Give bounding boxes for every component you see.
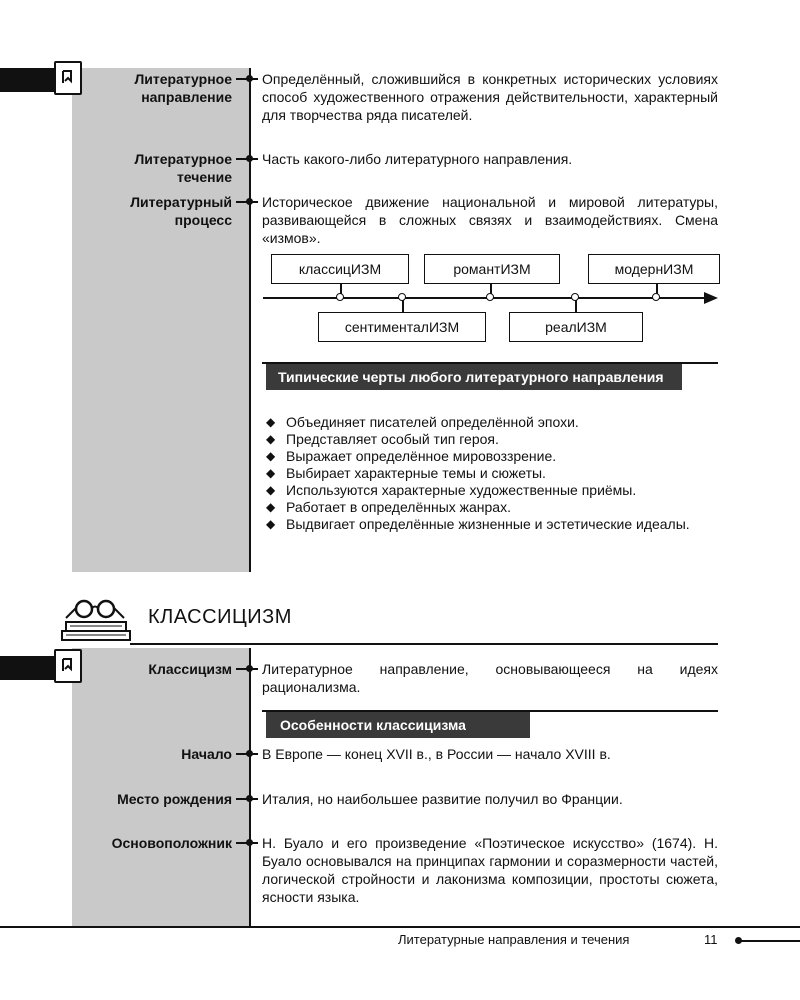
diamond-bullet-icon: ◆ xyxy=(266,432,276,446)
ism-box-classicism: классицИЗМ xyxy=(271,254,409,284)
definition-literary-current: Часть какого-либо литературного направления. xyxy=(262,151,573,167)
term-dot xyxy=(246,155,253,162)
term-beginning: Начало xyxy=(181,746,232,762)
diamond-bullet-icon: ◆ xyxy=(266,483,276,497)
diamond-bullet-icon: ◆ xyxy=(266,517,276,531)
term-dot xyxy=(246,198,253,205)
list-item xyxy=(266,482,718,499)
term-dot xyxy=(246,75,253,82)
page-number: 11 xyxy=(704,932,718,947)
timeline-node xyxy=(336,293,344,301)
list-item xyxy=(266,516,718,533)
feature-text: Используются характерные художественные приёмы. xyxy=(286,482,637,498)
diamond-bullet-icon: ◆ xyxy=(266,415,276,429)
definition-beginning: В Европе — конец XVII в., в России — начало XVIII в. xyxy=(262,746,611,762)
definition-founder: Н. Буало и его произведение «Поэтическое искусство» (1674). Н. Буало основывался на принципах гармонии и соразмерности частей, логической стройности и лаконизма композиции, простоты сюжета, ясности языка. xyxy=(262,835,718,905)
feature-text: Выбирает характерные темы и сюжеты. xyxy=(286,465,546,481)
features-list xyxy=(266,414,718,533)
section-heading-classicism: КЛАССИЦИЗМ xyxy=(148,606,292,628)
list-item xyxy=(266,448,718,465)
timeline-arrow-icon xyxy=(704,291,718,305)
column-divider-1 xyxy=(249,68,251,572)
term-birthplace: Место рождения xyxy=(117,791,232,807)
ism-box-sentimentalism: сентименталИЗМ xyxy=(318,312,486,342)
timeline-node xyxy=(486,293,494,301)
section-heading-rule xyxy=(130,643,718,645)
glasses-books-icon xyxy=(60,596,136,644)
feature-text: Представляет особый тип героя. xyxy=(286,431,499,447)
list-item xyxy=(266,431,718,448)
book-icon xyxy=(54,61,82,95)
timeline-node xyxy=(652,293,660,301)
term-literary-process: Литературный процесс xyxy=(130,194,232,228)
timeline-node xyxy=(398,293,406,301)
definition-birthplace: Италия, но наибольшее развитие получил во Франции. xyxy=(262,791,623,807)
diamond-bullet-icon: ◆ xyxy=(266,500,276,514)
term-literary-direction: Литературное направление xyxy=(134,71,232,105)
feature-text: Выдвигает определённые жизненные и эстетические идеалы. xyxy=(286,516,690,532)
column-divider-2 xyxy=(249,648,251,926)
feature-text: Объединяет писателей определённой эпохи. xyxy=(286,414,579,430)
term-dot xyxy=(246,750,253,757)
term-literary-current: Литературное течение xyxy=(134,151,232,185)
features-title: Типические черты любого литературного направления xyxy=(266,364,682,390)
diamond-bullet-icon: ◆ xyxy=(266,466,276,480)
term-column-bg-1 xyxy=(72,68,250,572)
definition-literary-direction: Определённый, сложившийся в конкретных исторических условиях способ художественного отражения действительности, характерный для творчества ряда писателей. xyxy=(262,71,718,123)
book-icon xyxy=(54,649,82,683)
ism-box-modernism: модернИЗМ xyxy=(588,254,720,284)
feature-text: Работает в определённых жанрах. xyxy=(286,499,511,515)
footer-rule xyxy=(0,926,800,928)
term-column-bg-2 xyxy=(72,648,250,926)
list-item xyxy=(266,499,718,516)
timeline-node xyxy=(571,293,579,301)
term-founder: Основоположник xyxy=(111,835,232,851)
diamond-bullet-icon: ◆ xyxy=(266,449,276,463)
ism-box-realism: реалИЗМ xyxy=(509,312,643,342)
running-title: Литературные направления и течения xyxy=(398,932,630,947)
definition-literary-process: Историческое движение национальной и мировой литературы, развивающейся в сложных связях и взаимодействиях. Смена «измов». xyxy=(262,194,718,246)
term-classicism: Классицизм xyxy=(148,661,232,677)
footer-line xyxy=(740,940,800,942)
feature-text: Выражает определённое мировоззрение. xyxy=(286,448,557,464)
list-item xyxy=(266,465,718,482)
term-dot xyxy=(246,665,253,672)
term-dot xyxy=(246,839,253,846)
ism-box-romanticism: романтИЗМ xyxy=(424,254,560,284)
definition-classicism: Литературное направление, основывающееся на идеях рационализма. xyxy=(262,661,718,695)
term-dot xyxy=(246,795,253,802)
classicism-features-title: Особенности классицизма xyxy=(266,712,530,738)
list-item xyxy=(266,414,718,431)
